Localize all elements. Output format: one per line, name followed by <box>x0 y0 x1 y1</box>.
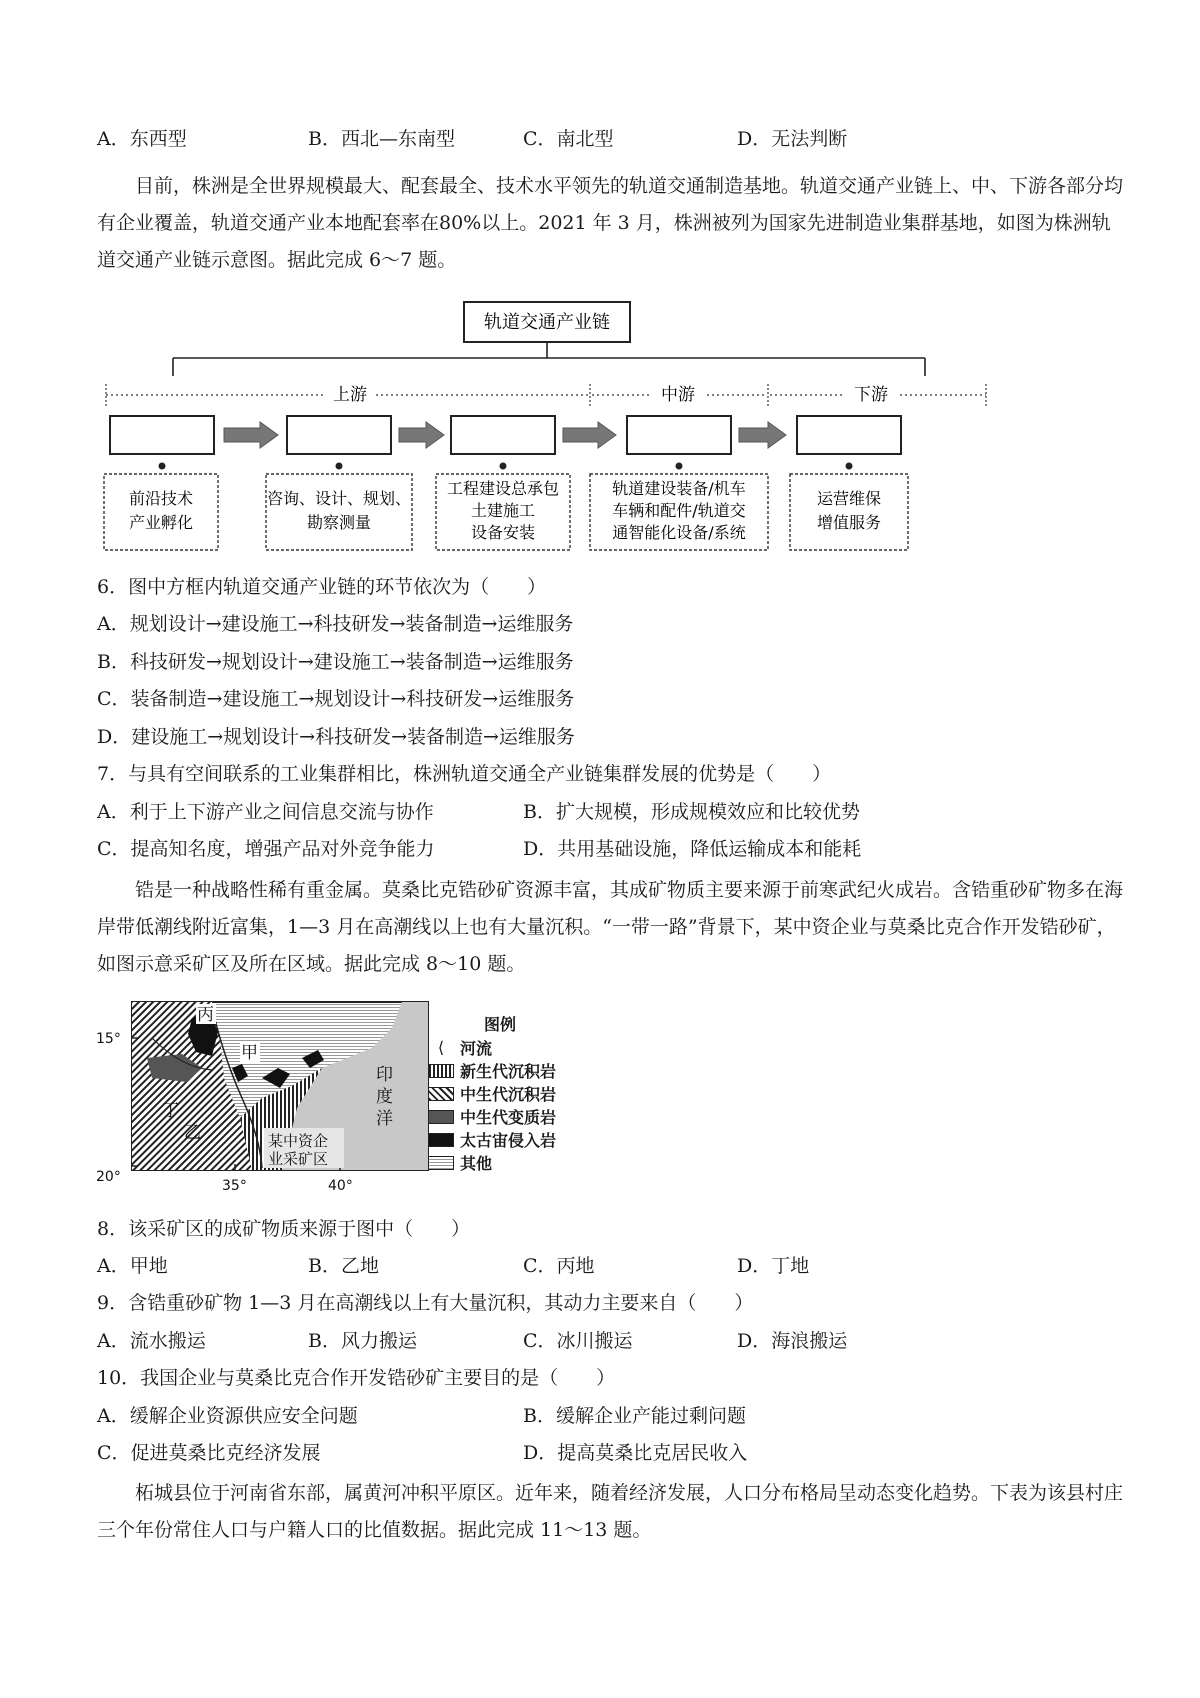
chain-arrow-1 <box>224 422 278 448</box>
chain-desc-box-1 <box>104 474 218 550</box>
desc-2-line-2: 勘察测量 <box>306 513 372 532</box>
q8-option-a: A．甲地 <box>97 1255 168 1277</box>
q7-option-b: B．扩大规模，形成规模效应和比较优势 <box>523 801 860 823</box>
chain-blank-box-2 <box>287 416 391 454</box>
q6-stem: 6．图中方框内轨道交通产业链的环节依次为（ ） <box>97 576 547 598</box>
stage-downstream: 下游 <box>854 385 888 405</box>
lon-40: 40° <box>328 1178 353 1194</box>
legend-cenozoic: 新生代沉积岩 <box>428 1059 556 1082</box>
chain-blank-box-1 <box>110 416 214 454</box>
lat-15: 15° <box>96 1031 121 1047</box>
passage-zhecheng: 柘城县位于河南省东部，属黄河冲积平原区。近年来，随着经济发展，人口分布格局呈动态变化趋势。下表为该县村庄三个年份常住人口与户籍人口的比值数据。据此完成 11～13 题。 <box>97 1482 1124 1541</box>
q7-option-c: C．提高知名度，增强产品对外竞争能力 <box>97 838 435 860</box>
chain-arrow-3 <box>563 422 616 448</box>
legend-river: ⟨ 河流 <box>428 1036 556 1059</box>
q6-option-a: A．规划设计→建设施工→科技研发→装备制造→运维服务 <box>97 613 574 635</box>
q5-option-b: B．西北—东南型 <box>308 128 455 150</box>
lat-20: 20° <box>96 1169 121 1185</box>
chain-desc-box-5 <box>790 474 908 550</box>
chain-blank-box-4 <box>627 416 731 454</box>
q10-option-c: C．促进莫桑比克经济发展 <box>97 1442 321 1464</box>
q6-option-b: B．科技研发→规划设计→建设施工→装备制造→运维服务 <box>97 651 574 673</box>
stage-upstream: 上游 <box>333 385 367 405</box>
legend-mesozoic-metamorphic: 中生代变质岩 <box>428 1105 556 1128</box>
map-legend <box>428 1012 556 1174</box>
passage-zhuzhou: 目前，株洲是全世界规模最大、配套最全、技术水平领先的轨道交通制造基地。轨道交通产业链上、中、下游各部分均有企业覆盖，轨道交通产业本地配套率在80%以上。2021 年 3 月，株洲被列为国家先进制造业集群基地，如图为株洲轨道交通产业链示意图。据此完成 6～7 题。 <box>97 175 1124 271</box>
q6-option-c: C．装备制造→建设施工→规划设计→科技研发→运维服务 <box>97 688 575 710</box>
q7-option-a: A．利于上下游产业之间信息交流与协作 <box>97 801 434 823</box>
legend-mesozoic-sedimentary: 中生代沉积岩 <box>428 1082 556 1105</box>
desc-3-line-2: 土建施工 <box>470 501 536 520</box>
q8-stem: 8．该采矿区的成矿物质来源于图中（ ） <box>97 1218 471 1240</box>
ocean-label-3: 洋 <box>376 1109 393 1129</box>
q5-option-a: A．东西型 <box>97 128 187 150</box>
legend-title: 图例 <box>484 1015 517 1034</box>
desc-5-line-2: 增值服务 <box>816 513 882 532</box>
legend-other: 其他 <box>428 1151 556 1174</box>
chain-title: 轨道交通产业链 <box>484 312 610 333</box>
desc-1-line-1: 前沿技术 <box>128 489 194 508</box>
q6-option-d: D．建设施工→规划设计→科技研发→装备制造→运维服务 <box>97 726 575 748</box>
desc-3-line-1: 工程建设总承包 <box>446 479 560 498</box>
q10-option-d: D．提高莫桑比克居民收入 <box>523 1442 748 1464</box>
lon-35: 35° <box>222 1178 247 1194</box>
q5-option-c: C．南北型 <box>523 128 614 150</box>
ocean-label-1: 印 <box>376 1065 393 1085</box>
q9-option-a: A．流水搬运 <box>97 1330 206 1352</box>
q8-option-c: C．丙地 <box>523 1255 595 1277</box>
legend-archean: 太古宙侵入岩 <box>428 1128 556 1151</box>
q9-option-c: C．冰川搬运 <box>523 1330 633 1352</box>
q5-option-d: D．无法判断 <box>737 128 848 150</box>
q10-option-a: A．缓解企业资源供应安全问题 <box>97 1405 358 1427</box>
desc-4-line-1: 轨道建设装备/机车 <box>612 479 746 498</box>
river-icon: ⟨ <box>437 1038 445 1057</box>
chain-desc-box-2 <box>266 474 412 550</box>
mine-label-2: 业采矿区 <box>268 1150 329 1168</box>
q9-option-b: B．风力搬运 <box>308 1330 417 1352</box>
q9-stem: 9．含锆重砂矿物 1—3 月在高潮线以上有大量沉积，其动力主要来自（ ） <box>97 1292 754 1314</box>
passage-zircon: 锆是一种战略性稀有重金属。莫桑比克锆砂矿资源丰富，其成矿物质主要来源于前寒武纪火成岩。含锆重砂矿物多在海岸带低潮线附近富集，1—3 月在高潮线以上也有大量沉积。“一带一路”背景下，某中资企业与莫桑比克合作开发锆砂矿，如图示意采矿区及所在区域。据此完成 8～10 题。 <box>97 879 1124 975</box>
mozambique-map <box>92 998 432 1194</box>
desc-3-line-3: 设备安装 <box>470 523 536 542</box>
q10-stem: 10．我国企业与莫桑比克合作开发锆砂矿主要目的是（ ） <box>97 1367 616 1389</box>
q9-option-d: D．海浪搬运 <box>737 1330 848 1352</box>
chain-arrow-2 <box>399 422 444 448</box>
desc-2-line-1: 咨询、设计、规划、 <box>266 489 412 508</box>
desc-1-line-2: 产业孵化 <box>128 513 194 532</box>
desc-4-line-2: 车辆和配件/轨道交 <box>612 501 746 520</box>
industry-chain-diagram <box>100 296 1000 558</box>
chain-blank-box-5 <box>797 416 901 454</box>
q7-stem: 7．与具有空间联系的工业集群相比，株洲轨道交通全产业链集群发展的优势是（ ） <box>97 763 832 785</box>
desc-4-line-3: 通智能化设备/系统 <box>612 523 746 542</box>
ocean-label-2: 度 <box>376 1087 393 1107</box>
chain-blank-box-3 <box>451 416 555 454</box>
desc-5-line-1: 运营维保 <box>816 489 882 508</box>
mine-label-1: 某中资企 <box>268 1132 329 1150</box>
stage-midstream: 中游 <box>661 385 695 405</box>
place-ding: 丁 <box>162 1101 179 1121</box>
place-bing: 丙 <box>197 1005 214 1025</box>
q7-option-d: D．共用基础设施，降低运输成本和能耗 <box>523 838 862 860</box>
chain-arrow-4 <box>739 422 786 448</box>
place-yi: 乙 <box>184 1123 201 1143</box>
place-jia: 甲 <box>241 1043 258 1063</box>
q8-option-b: B．乙地 <box>308 1255 379 1277</box>
q10-option-b: B．缓解企业产能过剩问题 <box>523 1405 746 1427</box>
q8-option-d: D．丁地 <box>737 1255 810 1277</box>
